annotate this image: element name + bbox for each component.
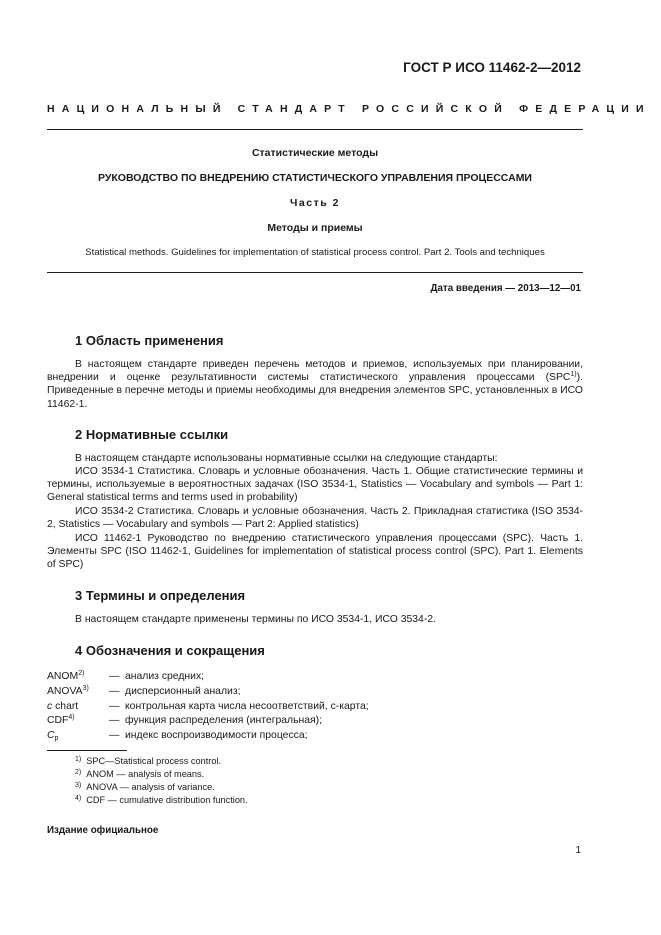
footnote-divider bbox=[47, 750, 127, 751]
title-series: Статистические методы bbox=[251, 147, 379, 159]
title-subtitle: Методы и приемы bbox=[267, 222, 363, 234]
section-2-intro: В настоящем стандарте использованы нормативные ссылки на следующие стандарты: bbox=[75, 453, 498, 464]
top-divider bbox=[47, 129, 583, 130]
national-standard-heading: НАЦИОНАЛЬНЫЙ СТАНДАРТ РОССИЙСКОЙ ФЕДЕРАЦИИ bbox=[47, 103, 651, 115]
official-edition-label: Издание официальное bbox=[47, 825, 159, 836]
section-2-ref-11462-1: ИСО 11462-1 Руководство по внедрению статистического управления процессами (SPC). Часть 1. Элементы SPC (ISO 11462-1, Guidelines for implementation of statistical process control (SPC). Part 1. Elements of SPC) bbox=[47, 533, 583, 571]
intro-date: Дата введения — 2013—12—01 bbox=[430, 283, 581, 294]
section-3-title: 3 Термины и определения bbox=[75, 588, 246, 603]
section-2-ref-3534-1: ИСО 3534-1 Статистика. Словарь и условные обозначения. Часть 1. Общие статистические термины и термины, используемые в вероятностных задачах (ISO 3534-1, Statistics — Vocabulary and symbols — Part 1: General statistical terms and terms used in probability) bbox=[47, 466, 583, 504]
footnote-ref-1: 1) bbox=[570, 371, 577, 379]
title-divider bbox=[47, 272, 583, 273]
footnote-3: $^{3)}$ ANOVA — analysis of variance. bbox=[75, 782, 215, 792]
title-english: Statistical methods. Guidelines for implementation of statistical process control. Part 2. Tools and techniques bbox=[85, 247, 545, 258]
footnote-4: $^{4)}$ CDF — cumulative distribution function. bbox=[75, 795, 248, 805]
symbol-row-cdf: CDF$^{4)}$ — функция распределения (интегральная); bbox=[47, 714, 323, 726]
section-4-title: 4 Обозначения и сокращения bbox=[75, 643, 265, 658]
standard-code: ГОСТ Р ИСО 11462-2—2012 bbox=[403, 60, 581, 75]
section-3-paragraph: В настоящем стандарте применены термины по ИСО 3534-1, ИСО 3534-2. bbox=[75, 614, 436, 625]
page-number: 1 bbox=[575, 845, 581, 856]
symbol-row-anova: ANOVA$^{3)}$ — дисперсионный анализ; bbox=[47, 685, 241, 697]
symbol-row-c-chart: c chart — контрольная карта числа несоответствий, c-карта; bbox=[47, 701, 369, 712]
section-2-title: 2 Нормативные ссылки bbox=[75, 427, 229, 442]
section-2-ref-3534-2: ИСО 3534-2 Статистика. Словарь и условные обозначения. Часть 2. Прикладная статистика (ISO 3534-2, Statistics — Vocabulary and symbols — Part 2: Applied statistics) bbox=[47, 506, 583, 531]
title-part: Часть 2 bbox=[290, 197, 340, 209]
footnote-1: $^{1)}$ SPC—Statistical process control. bbox=[75, 756, 222, 766]
section-1-title: 1 Область применения bbox=[75, 333, 224, 348]
section-1-paragraph: В настоящем стандарте приведен перечень методов и приемов, используемых при планировании, внедрении и оценке результативности системы статистического управления процессами (SPC$^{1)}$). Приведенные в перечне методы и приемы необходимы для внедрения элементов SPC, установленных в ИСО 11462-1. bbox=[47, 359, 583, 410]
symbol-row-cp: $C_p$ — индекс воспроизводимости процесса; bbox=[47, 730, 308, 742]
footnote-2: $^{2)}$ ANOM — analysis of means. bbox=[75, 769, 205, 779]
symbol-row-anom: ANOM$^{2)}$ — анализ средних; bbox=[47, 670, 205, 682]
title-main: РУКОВОДСТВО ПО ВНЕДРЕНИЮ СТАТИСТИЧЕСКОГО УПРАВЛЕНИЯ ПРОЦЕССАМИ bbox=[98, 172, 532, 184]
